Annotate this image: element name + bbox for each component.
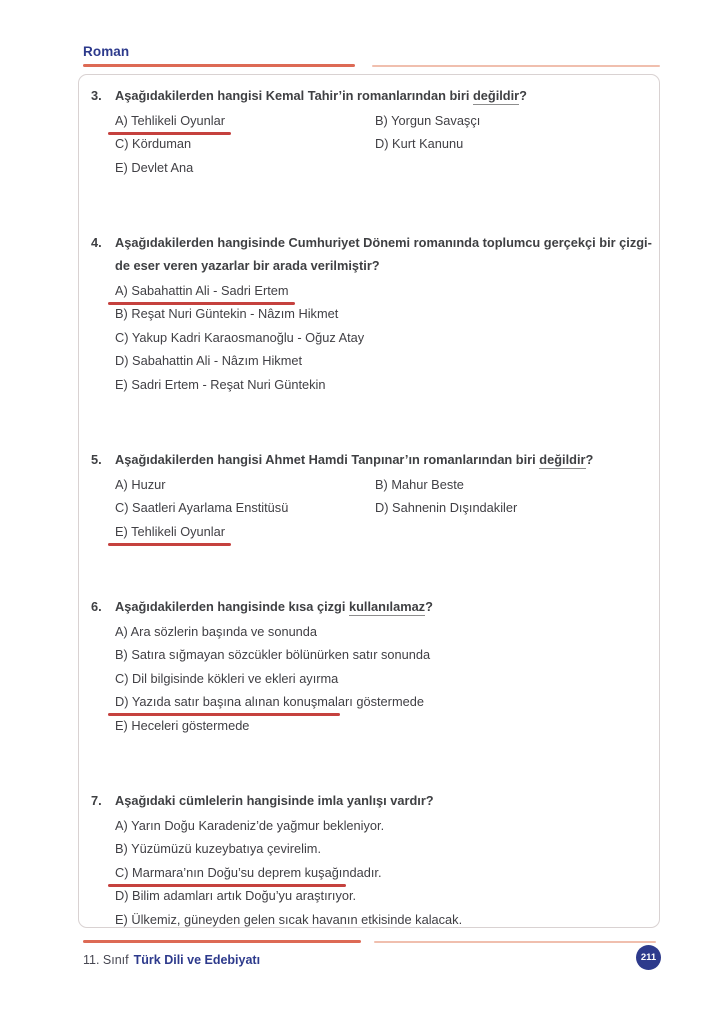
- question-stem: [115, 789, 645, 812]
- footer-subject: Türk Dili ve Edebiyatı: [133, 953, 261, 967]
- question-body: [115, 789, 645, 931]
- footer: [83, 953, 260, 967]
- option-b: [375, 473, 645, 497]
- option-text: D) Bilim adamları artık Doğu’yu araştırıyor.: [115, 888, 357, 903]
- option-d: [115, 349, 645, 373]
- questions-list: [91, 84, 652, 931]
- question-body: [115, 231, 652, 396]
- question-number: 7.: [91, 793, 102, 808]
- option-text: B) Satıra sığmayan sözcükler bölünürken satır sonunda: [115, 647, 431, 662]
- option-c: [115, 132, 375, 156]
- option-text: D) Sabahattin Ali - Nâzım Hikmet: [115, 353, 303, 368]
- question-stem-line: Aşağıdakilerden hangisi Kemal Tahir’in romanlarından biri değildir?: [115, 88, 527, 103]
- option-d: [375, 132, 645, 156]
- options-list: [115, 814, 645, 932]
- question-stem: [115, 231, 652, 277]
- option-text: C) Dil bilgisinde kökleri ve ekleri ayırma: [115, 670, 339, 686]
- option-b: [115, 837, 645, 861]
- option-c: [115, 667, 645, 691]
- option-d: [115, 690, 645, 714]
- question-body: [115, 84, 645, 179]
- option-e: [115, 373, 645, 397]
- option-c: [115, 861, 645, 885]
- option-e: [115, 908, 645, 932]
- option-c: [115, 496, 375, 520]
- question-stem: [115, 448, 645, 471]
- option-text: B) Reşat Nuri Güntekin - Nâzım Hikmet: [115, 306, 339, 321]
- answer-underline-mark: [108, 543, 231, 546]
- option-b: [115, 643, 645, 667]
- question-body: [115, 595, 645, 737]
- footer-rule-secondary: [374, 941, 656, 943]
- option-d: [375, 496, 645, 520]
- option-text: E) Tehlikeli Oyunlar: [115, 520, 225, 544]
- question-stem-line: de eser veren yazarlar bir arada verilmiştir?: [115, 258, 380, 273]
- question-body: [115, 448, 645, 543]
- options-list: [115, 279, 645, 397]
- question-block: [91, 84, 645, 179]
- option-e: [115, 156, 375, 180]
- question-stem-line: Aşağıdakilerden hangisi Ahmet Hamdi Tanpınar’ın romanlarından biri değildir?: [115, 452, 594, 467]
- page-number-badge: 211: [636, 945, 661, 970]
- option-text: A) Ara sözlerin başında ve sonunda: [115, 623, 318, 639]
- option-text: A) Yarın Doğu Karadeniz’de yağmur bekleniyor.: [115, 817, 385, 833]
- option-text: B) Yorgun Savaşçı: [375, 112, 481, 128]
- option-text: A) Sabahattin Ali - Sadri Ertem: [115, 279, 289, 303]
- option-d: [115, 884, 645, 908]
- option-text: E) Ülkemiz, güneyden gelen sıcak havanın etkisinde kalacak.: [115, 911, 463, 927]
- questions-box: [78, 74, 660, 928]
- option-text: C) Yakup Kadri Karaosmanoğlu - Oğuz Atay: [115, 329, 365, 345]
- footer-rule-primary: [83, 940, 361, 943]
- option-text: B) Mahur Beste: [375, 476, 464, 492]
- question-number: 6.: [91, 599, 102, 614]
- options-list: [115, 620, 645, 738]
- options-list: [115, 109, 645, 180]
- option-text: B) Yüzümüzü kuzeybatıya çevirelim.: [115, 841, 322, 856]
- question-stem: [115, 84, 645, 107]
- option-text: D) Kurt Kanunu: [375, 136, 464, 151]
- option-a: [115, 109, 375, 133]
- option-a: [115, 814, 645, 838]
- question-number: 4.: [91, 235, 102, 250]
- question-number: 3.: [91, 88, 102, 103]
- underlined-term: kullanılamaz: [348, 599, 426, 614]
- option-b: [115, 302, 645, 326]
- option-text: D) Yazıda satır başına alınan konuşmaları göstermede: [115, 690, 424, 714]
- option-text: E) Heceleri göstermede: [115, 717, 250, 733]
- option-text: E) Devlet Ana: [115, 159, 194, 175]
- option-text: C) Saatleri Ayarlama Enstitüsü: [115, 500, 289, 515]
- question-stem-line: Aşağıdaki cümlelerin hangisinde imla yanlışı vardır?: [115, 793, 434, 808]
- option-text: E) Sadri Ertem - Reşat Nuri Güntekin: [115, 376, 326, 392]
- question-block: [91, 448, 645, 543]
- question-stem-line: Aşağıdakilerden hangisinde kısa çizgi kullanılamaz?: [115, 599, 433, 614]
- footer-grade-label: 11. Sınıf: [83, 953, 129, 967]
- option-a: [115, 473, 375, 497]
- header-rule-primary: [83, 64, 355, 67]
- option-a: [115, 620, 645, 644]
- question-stem-line: Aşağıdakilerden hangisinde Cumhuriyet Dönemi romanında toplumcu gerçekçi bir çizgi-: [115, 235, 652, 250]
- underlined-term: değildir: [472, 88, 520, 103]
- question-stem: [115, 595, 645, 618]
- option-e: [115, 520, 375, 544]
- section-title: Roman: [83, 44, 130, 59]
- option-text: A) Huzur: [115, 476, 166, 492]
- option-c: [115, 326, 645, 350]
- option-text: C) Marmara’nın Doğu’su deprem kuşağındadır.: [115, 861, 382, 885]
- option-text: A) Tehlikeli Oyunlar: [115, 109, 225, 133]
- option-text: D) Sahnenin Dışındakiler: [375, 500, 518, 515]
- options-list: [115, 473, 645, 544]
- option-b: [375, 109, 645, 133]
- underlined-term: değildir: [539, 452, 586, 467]
- question-number: 5.: [91, 452, 102, 467]
- option-text: C) Körduman: [115, 136, 192, 151]
- option-e: [115, 714, 645, 738]
- question-block: [91, 231, 652, 396]
- header-rule-secondary: [372, 65, 660, 67]
- question-block: [91, 789, 645, 931]
- question-block: [91, 595, 645, 737]
- option-a: [115, 279, 645, 303]
